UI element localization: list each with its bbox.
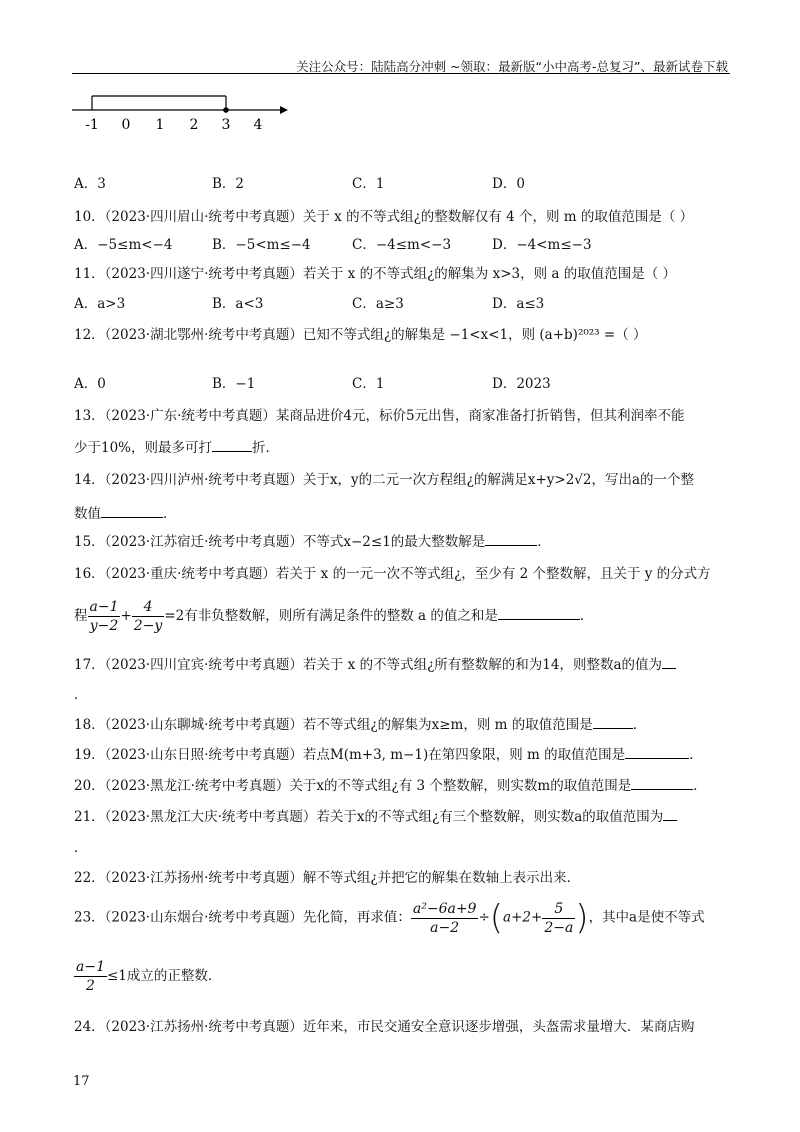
q18-tail: ． <box>632 717 647 733</box>
q24-stem: 24．（2023·江苏扬州·统考中考真题）近年来，市民交通安全意识逐步增强，头盔需求量增大．某商店购 <box>74 1019 695 1035</box>
number-line-figure <box>68 86 298 136</box>
q21-stem <box>74 805 677 825</box>
tick-label: 0 <box>121 117 131 133</box>
tick-label: -1 <box>85 117 99 133</box>
q18-stem <box>74 713 646 733</box>
answer-blank <box>212 450 252 452</box>
q20-text: 20．（2023·黑龙江·统考中考真题）关于x的不等式组¿有 3 个整数解，则实数m的取值范围是 <box>74 778 632 794</box>
q23-inner: a+2+ <box>503 909 543 926</box>
q22-stem: 22．（2023·江苏扬州·统考中考真题）解不等式组¿并把它的解集在数轴上表示出来． <box>74 870 581 886</box>
page-header: 关注公众号：陆陆高分冲刺 ~领取：最新版“小中高考-总复习”、最新试卷下载 <box>296 59 728 74</box>
option-b: B．2 <box>212 176 245 192</box>
fraction: $\frac{a-1}{2}$ <box>76 959 105 994</box>
plus-sign: + <box>120 608 132 624</box>
answer-blank <box>631 788 693 790</box>
fraction: $\frac{4}{2-y}$ <box>133 599 163 634</box>
q23-stem-line2 <box>74 958 221 995</box>
q20-tail: ． <box>693 778 707 794</box>
q19-stem <box>74 743 703 763</box>
option-a: A．3 <box>74 176 106 192</box>
q23-text: 23．（2023·山东烟台·统考中考真题）先化简，再求值： <box>74 909 411 926</box>
fraction: $\frac{a-1}{y-2}$ <box>89 599 119 634</box>
option-a: A．a>3 <box>74 296 126 312</box>
q14-text: 数值 <box>74 506 101 522</box>
header-rule <box>72 73 730 74</box>
option-b: B．−1 <box>212 376 256 392</box>
answer-blank <box>625 757 689 759</box>
q13-tail: 折． <box>252 440 280 456</box>
q16-stem-line1: 16．（2023·重庆·统考中考真题）若关于 x 的一元一次不等式组¿，至少有 2 个整数解，且关于 y 的分式方 <box>74 566 711 582</box>
fraction: $\frac{\text{a²−6a+9}}{a-2}$ <box>412 900 477 936</box>
q19-text: 19．（2023·山东日照·统考中考真题）若点M(m+3, m−1)在第四象限，则 m 的取值范围是 <box>74 747 626 763</box>
q17-text: 17．（2023·四川宜宾·统考中考真题）若关于 x 的不等式组¿所有整数解的和为14，则整数a的值为 <box>74 657 663 673</box>
q23-text-2: ，其中a是使不等式 <box>588 909 705 926</box>
q15-text: 15．（2023·江苏宿迁·统考中考真题）不等式x−2≤1的最大整数解是 <box>74 534 486 550</box>
answer-blank <box>485 544 537 546</box>
q16-text-2: =2有非负整数解，则所有满足条件的整数 a 的值之和是 <box>164 608 498 624</box>
answer-blank <box>498 618 580 620</box>
q12-stem: 12．（2023·湖北鄂州·统考中考真题）已知不等式组¿的解集是 −1<x<1，则 (a+b)²⁰²³ =（ ） <box>74 327 647 343</box>
q13-stem-line1: 13．（2023·广东·统考中考真题）某商品进价4元，标价5元出售，商家准备打折销售，但其利润率不能 <box>74 408 685 424</box>
tick-label: 3 <box>221 117 231 133</box>
option-d: D．−4<m≤−3 <box>492 237 592 253</box>
q21-tail: ． <box>74 840 88 856</box>
q19-tail: ． <box>689 747 703 763</box>
divide-sign: ÷ <box>478 909 490 926</box>
tick-label: 2 <box>189 117 199 133</box>
tick-label: 1 <box>155 117 165 133</box>
q13-stem-line2 <box>74 436 279 456</box>
option-d: D．0 <box>492 176 525 192</box>
option-c: C．a≥3 <box>352 296 404 312</box>
answer-blank <box>662 667 676 669</box>
option-b: B．a<3 <box>212 296 264 312</box>
answer-blank <box>663 819 677 821</box>
tick-label: 4 <box>253 117 263 133</box>
q14-tail: ． <box>163 506 177 522</box>
q18-text: 18．（2023·山东聊城·统考中考真题）若不等式组¿的解集为x≥m，则 m 的取值范围是 <box>74 717 593 733</box>
q21-text: 21．（2023·黑龙江大庆·统考中考真题）若关于x的不等式组¿有三个整数解，则实数a的取值范围为 <box>74 809 664 825</box>
answer-blank <box>101 516 163 518</box>
option-c: C．1 <box>352 176 385 192</box>
q10-stem: 10．（2023·四川眉山·统考中考真题）关于 x 的不等式组¿的整数解仅有 4 个，则 m 的取值范围是（ ） <box>74 209 694 225</box>
page-number: 17 <box>73 1074 90 1089</box>
option-c: C．1 <box>352 376 385 392</box>
q23-tail: ≤1成立的正整数． <box>106 968 222 984</box>
q16-tail: ． <box>579 608 594 624</box>
q15-stem <box>74 530 551 550</box>
option-a: A．0 <box>74 376 106 392</box>
option-a: A．−5≤m<−4 <box>74 237 173 253</box>
q15-tail: ． <box>537 534 551 550</box>
option-b: B．−5<m≤−4 <box>212 237 311 253</box>
q17-stem <box>74 653 676 673</box>
q16-text: 程 <box>74 608 88 624</box>
q20-stem <box>74 774 707 794</box>
q14-stem-line2 <box>74 502 177 522</box>
q17-tail: ． <box>74 687 88 703</box>
fraction: $\frac{5}{2-a}$ <box>544 900 574 936</box>
answer-blank <box>593 727 633 729</box>
q11-stem: 11．（2023·四川遂宁·统考中考真题）若关于 x 的不等式组¿的解集为 x>3，则 a 的取值范围是（ ） <box>74 266 677 282</box>
q16-stem-line2 <box>74 598 593 635</box>
option-c: C．−4≤m<−3 <box>352 237 452 253</box>
option-d: D．2023 <box>492 376 551 392</box>
option-d: D．a≤3 <box>492 296 545 312</box>
q14-stem-line1: 14．（2023·四川泸州·统考中考真题）关于x，y的二元一次方程组¿的解满足x+y>2√2，写出a的一个整 <box>74 472 695 488</box>
q23-stem-line1: 23．（2023·山东烟台·统考中考真题）先化简，再求值： $\frac{\text{a²−6a+9}}{a-2}$ ÷(a+2+ $\frac{5}{2-a}$ )，其中a是使不等式 <box>74 898 705 938</box>
q13-text: 少于10%，则最多可打 <box>74 440 213 456</box>
